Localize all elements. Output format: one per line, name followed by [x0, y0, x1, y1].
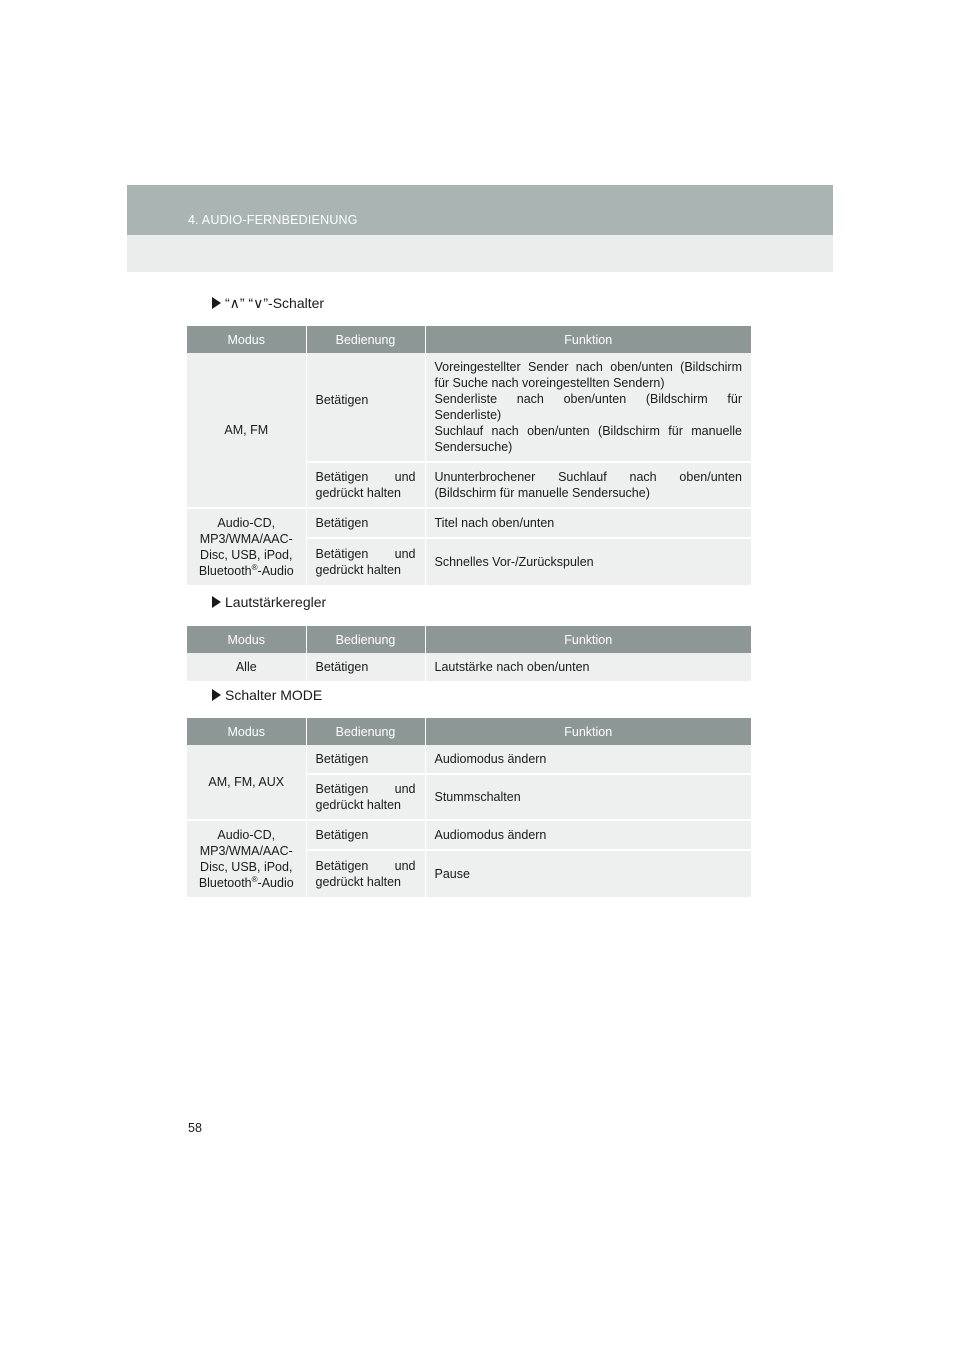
section-heading-text: Schalter MODE — [225, 687, 323, 703]
column-header-modus: Modus — [187, 718, 306, 745]
column-header-modus: Modus — [187, 626, 306, 653]
table-row — [187, 508, 751, 538]
funktion-cell: Audiomodus ändern — [425, 745, 751, 774]
funktion-line: Suchlauf nach oben/unten (Bildschirm für manuelle Sendersuche) — [434, 424, 742, 454]
header-sub-band — [127, 235, 833, 272]
funktion-line: Voreingestellter Sender nach oben/unten (Bildschirm für Suche nach voreingestellten Sendern) — [434, 360, 742, 390]
column-header-bedienung: Bedienung — [306, 626, 425, 653]
modus-suffix: -Audio — [257, 876, 294, 890]
page-number: 58 — [188, 1121, 202, 1135]
registered-mark: ® — [251, 875, 258, 884]
funktion-cell: Stummschalten — [425, 774, 751, 820]
section-heading-mode-switch — [212, 687, 322, 703]
funktion-cell: Lautstärke nach oben/unten — [425, 653, 751, 682]
chapter-title: 4. AUDIO-FERNBEDIENUNG — [188, 213, 358, 227]
modus-cell: Alle — [187, 653, 306, 682]
header-band — [127, 185, 833, 235]
triangle-bullet-icon — [212, 297, 221, 309]
bedienung-cell: Betätigen — [306, 653, 425, 682]
table-up-down-switch — [187, 326, 751, 587]
table-volume — [187, 626, 751, 683]
column-header-bedienung: Bedienung — [306, 326, 425, 353]
bedienung-cell: Betätigen — [306, 820, 425, 850]
table-header-row — [187, 718, 751, 745]
table-row — [187, 353, 751, 462]
column-header-funktion: Funktion — [425, 326, 751, 353]
table-row — [187, 653, 751, 682]
funktion-line: Senderliste nach oben/unten (Bildschirm für Senderliste) — [434, 392, 742, 422]
section-heading-text: Lautstärkeregler — [225, 594, 327, 610]
table-row — [187, 820, 751, 850]
column-header-modus: Modus — [187, 326, 306, 353]
funktion-cell: Audiomodus ändern — [425, 820, 751, 850]
bedienung-cell: Betätigen und gedrückt halten — [306, 774, 425, 820]
registered-mark: ® — [251, 563, 258, 572]
bedienung-cell: Betätigen und gedrückt halten — [306, 538, 425, 586]
funktion-cell: Pause — [425, 850, 751, 898]
funktion-cell: Schnelles Vor-/Zurückspulen — [425, 538, 751, 586]
column-header-bedienung: Bedienung — [306, 718, 425, 745]
table-row — [187, 745, 751, 774]
triangle-bullet-icon — [212, 689, 221, 701]
modus-suffix: -Audio — [257, 564, 294, 578]
triangle-bullet-icon — [212, 596, 221, 608]
modus-cell — [187, 820, 306, 898]
funktion-cell: Ununterbrochener Suchlauf nach oben/unten (Bildschirm für manuelle Sendersuche) — [425, 462, 751, 508]
modus-cell: AM, FM — [187, 353, 306, 508]
table-header-row — [187, 326, 751, 353]
bedienung-cell: Betätigen — [306, 508, 425, 538]
modus-cell — [187, 508, 306, 586]
bedienung-cell: Betätigen und gedrückt halten — [306, 850, 425, 898]
column-header-funktion: Funktion — [425, 718, 751, 745]
bedienung-cell: Betätigen — [306, 353, 425, 462]
modus-cell: AM, FM, AUX — [187, 745, 306, 820]
table-header-row — [187, 626, 751, 653]
modus-text: Audio-CD, MP3/WMA/AAC-Disc, USB, iPod, Bluetooth — [198, 828, 293, 890]
section-heading-text: “∧” “∨”-Schalter — [225, 295, 325, 311]
table-mode-switch — [187, 718, 751, 899]
section-heading-up-down-switch — [212, 295, 324, 312]
bedienung-cell: Betätigen und gedrückt halten — [306, 462, 425, 508]
section-heading-volume — [212, 594, 326, 610]
bedienung-cell: Betätigen — [306, 745, 425, 774]
column-header-funktion: Funktion — [425, 626, 751, 653]
funktion-cell — [425, 353, 751, 462]
modus-text: Audio-CD, MP3/WMA/AAC-Disc, USB, iPod, Bluetooth — [198, 516, 293, 578]
funktion-cell: Titel nach oben/unten — [425, 508, 751, 538]
